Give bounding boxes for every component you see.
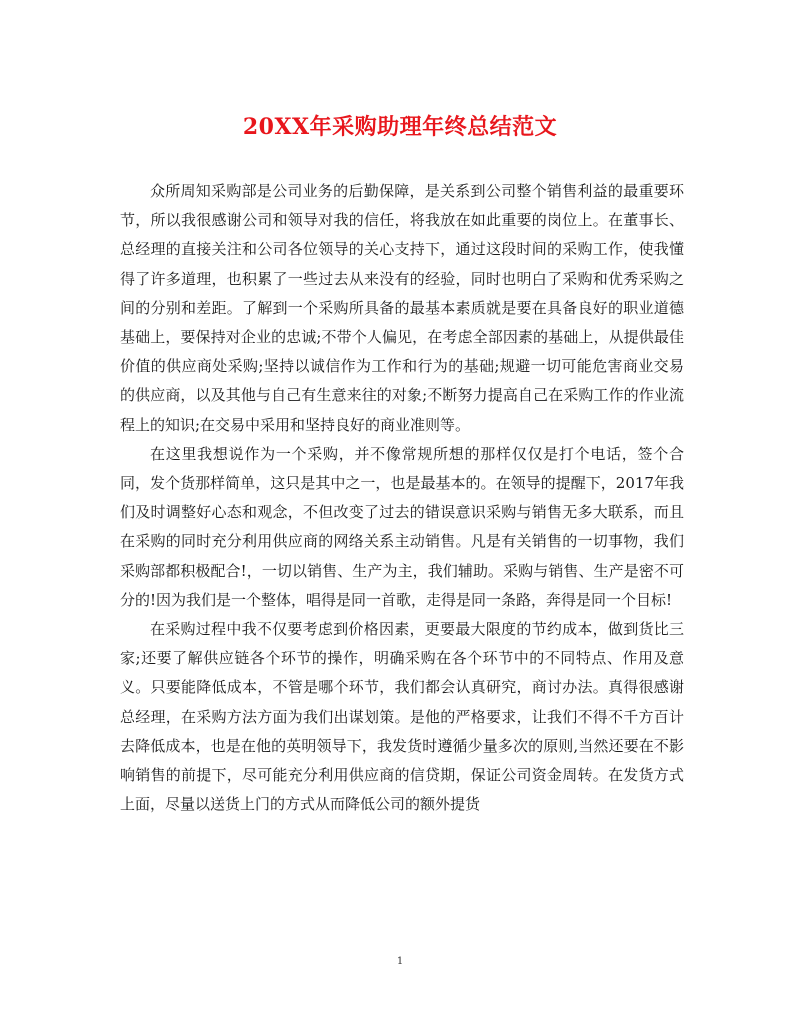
paragraph-3: 在采购过程中我不仅要考虑到价格因素，更要最大限度的节约成本，做到货比三家;还要了解供应链各个环节的操作，明确采购在各个环节中的不同特点、作用及意义。只要能降低成本，不管是哪个环节，我们都会认真研究，商讨办法。真得很感谢总经理，在采购方法方面为我们出谋划策。是他的严格要求，让我们不得不千方百计去降低成本，也是在他的英明领导下，我发货时遵循少量多次的原则,当然还要在不影响销售的前提下，尽可能充分利用供应商的信贷期，保证公司资金周转。在发货方式上面，尽量以送货上门的方式从而降低公司的额外提货 (120, 620, 684, 814)
document-body (120, 177, 684, 819)
page-number: 1 (396, 956, 404, 967)
paragraph-2: 在这里我想说作为一个采购，并不像常规所想的那样仅仅是打个电话，签个合同，发个货那样简单，这只是其中之一，也是最基本的。在领导的提醒下，2017年我们及时调整好心态和观念，不但改变了过去的错误意识采购与销售无多大联系，而且在采购的同时充分利用供应商的网络关系主动销售。凡是有关销售的一切事物，我们采购部都积极配合!，一切以销售、生产为主，我们辅助。采购与销售、生产是密不可分的!因为我们是一个整体，唱得是同一首歌，走得是同一条路，奔得是同一个目标! (120, 444, 684, 609)
paragraph-1: 众所周知采购部是公司业务的后勤保障，是关系到公司整个销售利益的最重要环节，所以我很感谢公司和领导对我的信任，将我放在如此重要的岗位上。在董事长、总经理的直接关注和公司各位领导的关心支持下，通过这段时间的采购工作，使我懂得了许多道理，也积累了一些过去从来没有的经验，同时也明白了采购和优秀采购之间的分别和差距。了解到一个采购所具备的最基本素质就是要在具备良好的职业道德基础上，要保持对企业的忠诚;不带个人偏见，在考虑全部因素的基础上，从提供最佳价值的供应商处采购;坚持以诚信作为工作和行为的基础;规避一切可能危害商业交易的供应商，以及其他与自己有生意来往的对象;不断努力提高自己在采购工作的作业流程上的知识;在交易中采用和坚持良好的商业准则等。 (120, 182, 684, 434)
document-title: 20XX年采购助理年终总结范文 (242, 114, 558, 140)
